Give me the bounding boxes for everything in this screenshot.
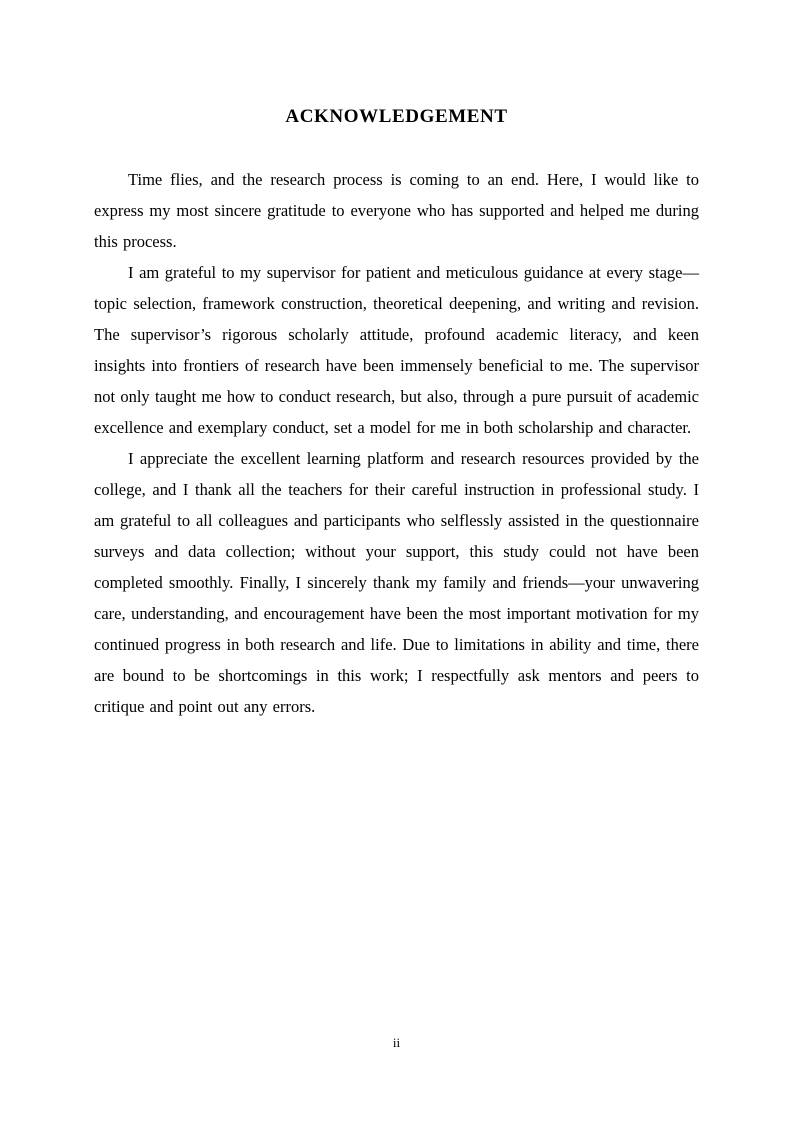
page-footer [0,1035,793,1050]
paragraph: Time flies, and the research process is coming to an end. Here, I would like to express my most sincere gratitude to everyone who has supported and helped me during this process. [94,170,699,251]
page-number: ii [392,1035,401,1050]
paragraph: I appreciate the excellent learning platform and research resources provided by the college, and I thank all the teachers for their careful instruction in professional study. I am grateful to all colleagues and participants who selflessly assisted in the questionnaire surveys and data collection; without your support, this study could not have been completed smoothly. Finally, I sincerely thank my family and friends—your unwavering care, understanding, and encouragement have been the most important motivation for my continued progress in both research and life. Due to limitations in ability and time, there are bound to be shortcomings in this work; I respectfully ask mentors and peers to critique and point out any errors. [94,449,699,716]
paragraph: I am grateful to my supervisor for patient and meticulous guidance at every stage—topic selection, framework construction, theoretical deepening, and writing and revision. The supervisor’s rigorous scholarly attitude, profound academic literacy, and keen insights into frontiers of research have been immensely beneficial to me. The supervisor not only taught me how to conduct research, but also, through a pure pursuit of academic excellence and exemplary conduct, set a model for me in both scholarship and character. [94,263,699,437]
body-text [94,164,699,722]
page-title: ACKNOWLEDGEMENT [285,106,508,127]
